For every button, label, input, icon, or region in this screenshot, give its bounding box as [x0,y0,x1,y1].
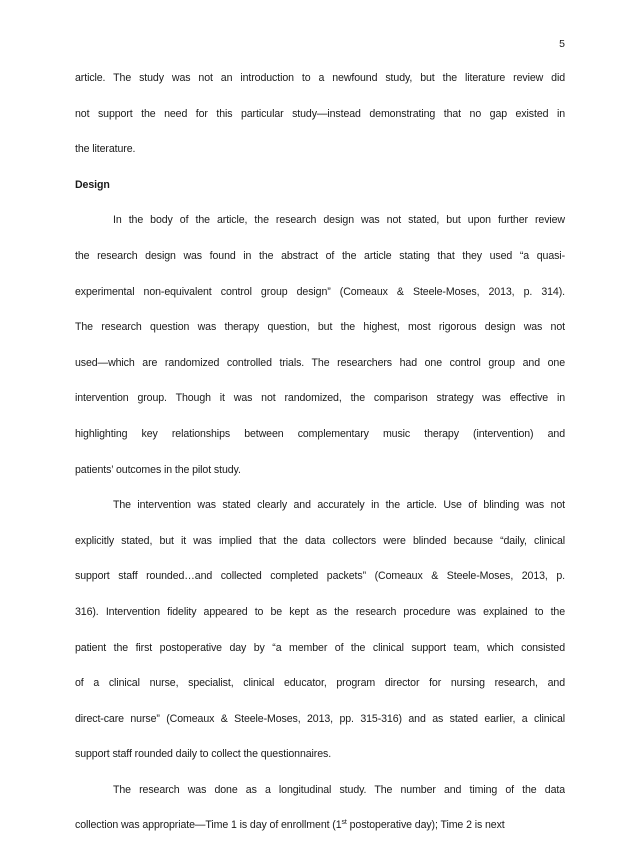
line-text-part: postoperative day); Time 2 is next [346,819,505,832]
document-body [75,72,565,855]
paragraph-line: The intervention was stated clearly and accurately in the article. Use of blinding was not [113,499,565,512]
paragraph-line: In the body of the article, the research design was not stated, but upon further review [113,214,565,227]
paragraph-line: support staff rounded daily to collect the questionnaires. [75,748,332,761]
paragraph-line: patients’ outcomes in the pilot study. [75,463,241,476]
paragraph-line [75,819,565,831]
paragraph-line: The research was done as a longitudinal study. The number and timing of the data [113,783,565,796]
paragraph-line: patient the first postoperative day by “a member of the clinical support team, which consisted [75,641,565,654]
paragraph-line: The research question was therapy question, but the highest, most rigorous design was not [75,321,565,334]
paragraph-line: the research design was found in the abstract of the article stating that they used “a quasi- [75,249,565,262]
paragraph-line: 316). Intervention fidelity appeared to be kept as the research procedure was explained to the [75,605,565,618]
paragraph-line: support staff rounded…and collected completed packets” (Comeaux & Steele-Moses, 2013, p. [75,570,565,583]
paragraph-line: intervention group. Though it was not randomized, the comparison strategy was effective in [75,392,565,405]
paragraph-line: experimental non-equivalent control group design” (Comeaux & Steele-Moses, 2013, p. 314). [75,285,565,298]
paragraph-line: the literature. [75,143,136,156]
line-text-part: collection was appropriate—Time 1 is day of enrollment (1 [75,819,342,832]
paragraph-line: highlighting key relationships between complementary music therapy (intervention) and [75,427,565,440]
paragraph-line: direct-care nurse” (Comeaux & Steele-Moses, 2013, pp. 315-316) and as stated earlier, a clinical [75,712,565,725]
paragraph-line: explicitly stated, but it was implied that the data collectors were blinded because “daily, clinical [75,534,565,547]
ordinal-superscript: st [341,819,347,827]
paragraph-line: article. The study was not an introduction to a newfound study, but the literature review did [75,72,565,84]
paragraph-line: used—which are randomized controlled trials. The researchers had one control group and one [75,356,565,369]
paragraph-line: not support the need for this particular study—instead demonstrating that no gap existed in [75,107,565,120]
paragraph-line: of a clinical nurse, specialist, clinical educator, program director for nursing research, and [75,677,565,690]
section-heading: Design [75,178,110,191]
page-number: 5 [559,38,565,50]
